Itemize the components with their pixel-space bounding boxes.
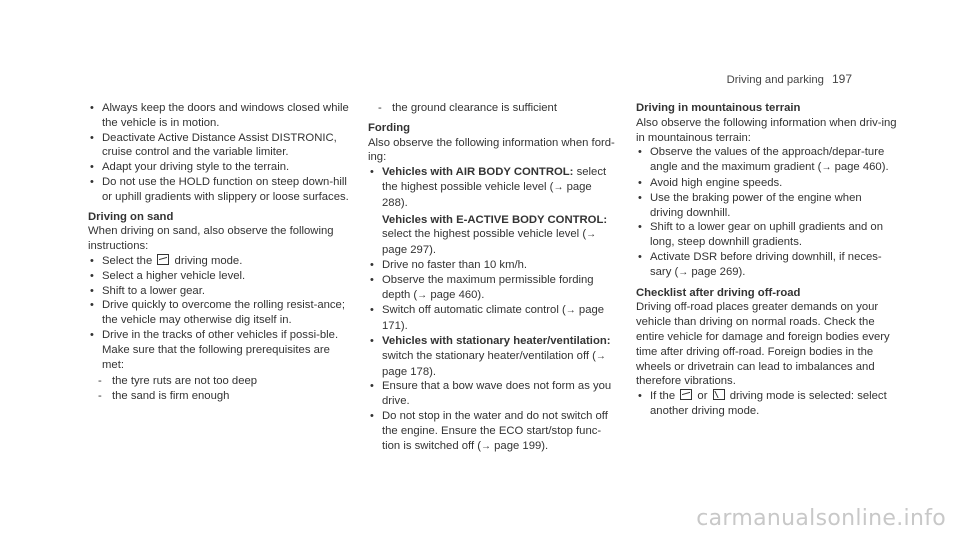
sand-intro: When driving on sand, also observe the following instructions: <box>88 225 334 253</box>
list-item: • Shift to a lower gear on uphill gradients and on long, steep downhill gradients. <box>636 220 898 250</box>
sand-bullets <box>88 254 350 372</box>
arrow-right-icon: → <box>481 440 491 452</box>
list-item: • Shift to a lower gear. <box>88 284 350 299</box>
if-pre: If the <box>650 390 676 403</box>
checklist-bullets <box>636 389 898 419</box>
fording-intro: Also observe the following information when ford-ing: <box>368 136 615 164</box>
climate-ref[interactable]: page 171). <box>382 304 605 333</box>
air-label: Vehicles with AIR BODY CONTROL: <box>382 166 574 179</box>
list-item <box>368 409 618 454</box>
heater-text: switch the stationary heater/ventilation off ( <box>382 349 596 362</box>
arrow-right-icon: → <box>586 229 597 241</box>
list-item: - the ground clearance is sufficient <box>368 101 618 116</box>
depth-ref[interactable]: page 460). <box>430 288 485 301</box>
fording-heading: Fording <box>368 121 411 134</box>
eactive-text: select the highest possible vehicle level ( <box>382 228 587 241</box>
arrow-right-icon: → <box>553 181 564 193</box>
slope-mode-icon <box>713 389 725 400</box>
terrain-mode-icon <box>680 389 692 400</box>
list-item <box>368 165 618 258</box>
column-1 <box>88 101 350 404</box>
mountain-intro: Also observe the following information when driv-ing in mountainous terrain: <box>636 116 897 144</box>
list-item: • Drive in the tracks of other vehicles if possi-ble. Make sure that the following prerequisites are met: <box>88 328 350 372</box>
list-item <box>636 389 898 419</box>
general-bullets <box>88 101 350 205</box>
column-3 <box>636 101 898 419</box>
mountain-bullets <box>636 145 898 280</box>
air-ref[interactable]: page 288). <box>382 180 592 209</box>
list-item <box>636 250 898 281</box>
list-item: - the sand is firm enough <box>88 389 350 404</box>
list-item: - the tyre ruts are not too deep <box>88 374 350 389</box>
air-text: select the highest possible vehicle level ( <box>382 166 607 193</box>
list-item: • Deactivate Active Distance Assist DISTRONIC, cruise control and the variable limiter. <box>88 131 350 161</box>
eactive-label: Vehicles with E-ACTIVE BODY CONTROL: <box>382 213 608 226</box>
checklist-heading: Checklist after driving off-road <box>636 286 801 299</box>
select-post: driving mode. <box>174 254 243 267</box>
watermark: carmanualsonline.info <box>696 506 946 532</box>
list-item: • Avoid high engine speeds. <box>636 176 898 191</box>
list-item: • Ensure that a bow wave does not form as you drive. <box>368 379 618 409</box>
arrow-right-icon: → <box>595 350 606 362</box>
depth-text: Observe the maximum permissible fording depth ( <box>382 273 594 301</box>
clearance-dash-list <box>368 101 618 116</box>
list-item: • Always keep the doors and windows closed while the vehicle is in motion. <box>88 101 350 131</box>
list-item <box>368 334 618 379</box>
values-text: Observe the values of the approach/depar-ture angle and the maximum gradient ( <box>650 146 885 174</box>
list-item <box>636 145 898 176</box>
list-item: • Drive quickly to overcome the rolling resist-ance; the vehicle may otherwise dig itself in. <box>88 298 350 328</box>
if-or: or <box>697 390 708 403</box>
engine-text: Do not stop in the water and do not switch off the engine. Ensure the ECO start/stop func-tion is switched off ( <box>382 409 608 452</box>
list-item: • Use the braking power of the engine when driving downhill. <box>636 191 898 221</box>
heater-label: Vehicles with stationary heater/ventilation: <box>382 334 611 347</box>
column-2 <box>368 101 618 454</box>
list-item: • Drive no faster than 10 km/h. <box>368 258 618 273</box>
checklist-text: Driving off-road places greater demands on your vehicle than driving on normal roads. Check the entire vehicle for damage and foreign bodies every time after driving off-road. Foreign bodies in the wheels or drivetrain can lead to imbalances and therefore vibrations. <box>636 301 890 388</box>
heater-ref[interactable]: page 178). <box>382 365 437 378</box>
page-number: 197 <box>831 72 852 86</box>
sand-dash-list <box>88 374 350 404</box>
eactive-block <box>382 213 618 258</box>
list-item <box>368 303 618 334</box>
terrain-mode-icon <box>157 254 169 265</box>
arrow-right-icon: → <box>417 289 428 301</box>
dsr-ref[interactable]: page 269). <box>691 265 746 278</box>
climate-text: Switch off automatic climate control ( <box>382 304 566 317</box>
fording-bullets <box>368 165 618 454</box>
if-post: driving mode is selected: select another driving mode. <box>650 390 887 417</box>
select-pre: Select the <box>102 254 153 267</box>
eactive-ref[interactable]: page 297). <box>382 244 437 257</box>
section-title: Driving and parking <box>726 74 824 86</box>
values-ref[interactable]: page 460). <box>834 161 889 174</box>
list-item <box>88 254 350 269</box>
arrow-right-icon: → <box>565 305 576 317</box>
engine-ref[interactable]: page 199). <box>494 439 549 452</box>
list-item: • Do not use the HOLD function on steep down-hill or uphill gradients with slippery or loose surfaces. <box>88 175 350 205</box>
arrow-right-icon: → <box>821 162 832 174</box>
dsr-text: Activate DSR before driving downhill, if neces-sary ( <box>650 250 882 278</box>
mountain-heading: Driving in mountainous terrain <box>636 102 801 114</box>
arrow-right-icon: → <box>678 266 689 278</box>
list-item: • Adapt your driving style to the terrain. <box>88 160 350 175</box>
sand-heading: Driving on sand <box>88 210 174 223</box>
list-item: • Select a higher vehicle level. <box>88 269 350 284</box>
list-item <box>368 273 618 304</box>
page-header <box>727 72 852 88</box>
